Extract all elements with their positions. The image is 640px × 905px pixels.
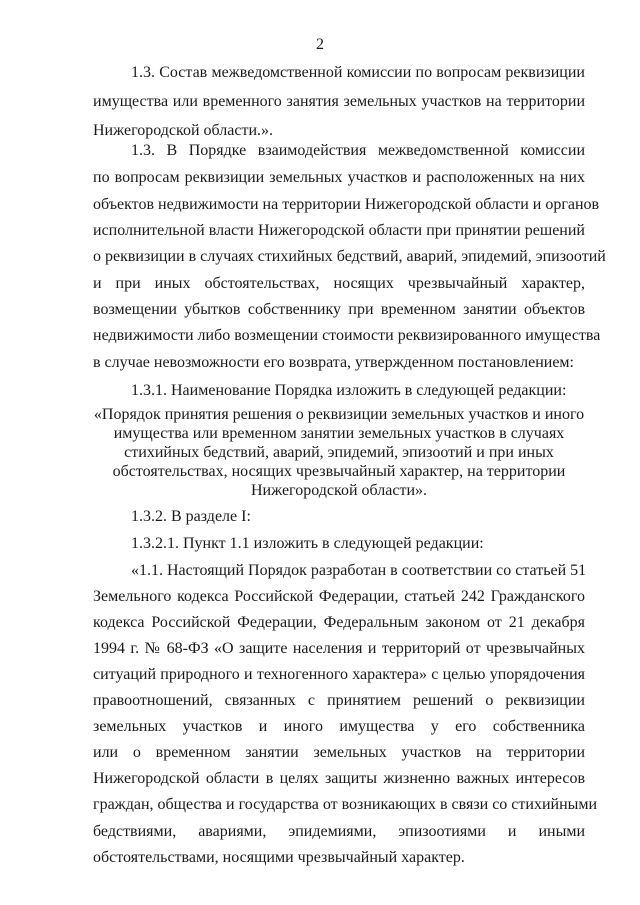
text-line: 1.3.2.1. Пункт 1.1 изложить в следующей редакции: <box>131 535 484 552</box>
text-line: о реквизиции в случаях стихийных бедствий, аварий, эпидемий, эпизоотий <box>93 248 606 265</box>
text-line: кодекса Российской Федерации, Федеральным законом от 21 декабря <box>93 614 585 631</box>
page-number: 2 <box>316 36 324 53</box>
text-line: правоотношений, связанных с принятием решений о реквизиции <box>93 692 585 709</box>
text-line: 1.3.2. В разделе I: <box>131 508 251 525</box>
quote-line: имущества или временном занятии земельных участков в случаях <box>113 425 565 442</box>
text-line: исполнительной власти Нижегородской области при принятии решений <box>93 222 585 239</box>
text-line: «1.1. Настоящий Порядок разработан в соответствии со статьей 51 <box>131 562 587 579</box>
quote-line: Нижегородской области». <box>250 482 427 499</box>
text-line: земельных участков и иного имущества у его собственника <box>93 718 585 735</box>
text-line: по вопросам реквизиции земельных участков и расположенных на них <box>93 169 585 186</box>
text-line: имущества или временного занятия земельных участков на территории <box>93 93 585 110</box>
quote-line: стихийных бедствий, аварий, эпидемий, эпизоотий и при иных <box>124 444 554 461</box>
text-line: Нижегородской области.». <box>93 122 274 139</box>
text-line: 1.3. Состав межведомственной комиссии по вопросам реквизиции <box>131 64 585 81</box>
text-line: возмещении убытков собственнику при временном занятии объектов <box>93 301 585 318</box>
text-line: или о временном занятии земельных участков на территории <box>93 744 585 761</box>
quote-line: обстоятельствах, носящих чрезвычайный характер, на территории <box>112 463 566 480</box>
text-line: обстоятельствами, носящими чрезвычайный характер. <box>93 849 465 866</box>
text-line: объектов недвижимости на территории Нижегородской области и органов <box>93 196 600 213</box>
text-line: ситуаций природного и техногенного характера» с целью упорядочения <box>93 666 585 683</box>
text-line: граждан, общества и государства от возникающих в связи со стихийными <box>93 796 598 813</box>
text-line: 1.3. В Порядке взаимодействия межведомственной комиссии <box>131 142 585 159</box>
text-line: 1.3.1. Наименование Порядка изложить в следующей редакции: <box>131 382 567 399</box>
text-line: 1994 г. № 68-ФЗ «О защите населения и территорий от чрезвычайных <box>93 640 585 657</box>
text-line: и при иных обстоятельствах, носящих чрезвычайный характер, <box>93 275 585 292</box>
text-line: Нижегородской области в целях защиты жизненно важных интересов <box>93 770 585 787</box>
text-line: бедствиями, авариями, эпидемиями, эпизоотиями и иными <box>93 823 585 840</box>
text-line: Земельного кодекса Российской Федерации, статьей 242 Гражданского <box>93 588 585 605</box>
quote-line: «Порядок принятия решения о реквизиции земельных участков и иного <box>93 406 585 423</box>
text-line: недвижимости либо возмещении стоимости реквизированного имущества <box>93 327 601 344</box>
text-line: в случае невозможности его возврата, утвержденном постановлением: <box>93 354 574 371</box>
